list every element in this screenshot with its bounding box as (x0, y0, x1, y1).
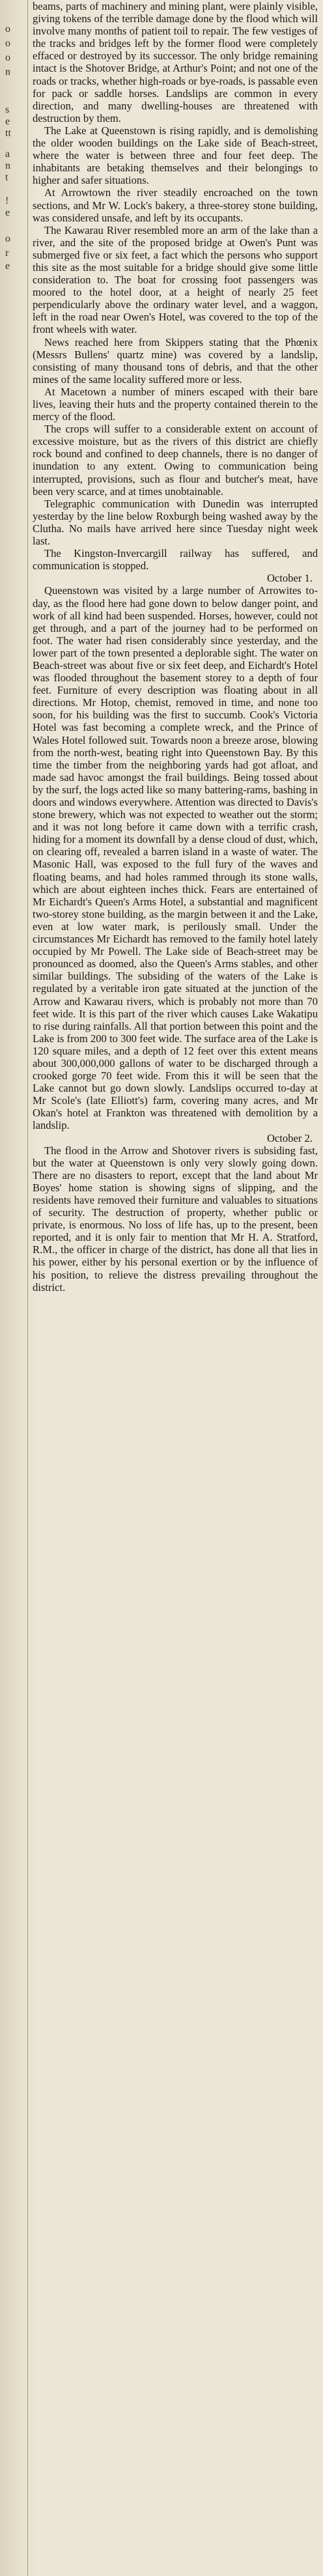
margin-letter: ! (5, 195, 9, 206)
margin-letter: s (5, 104, 10, 115)
article-paragraph: The crops will suffer to a considerable extent on account of excessive moisture, but as the rivers of this district are chiefly rock bound and confined to deep channels, there is no danger of inundation to any extent. Owing to communication being interrupted, provisions, such as flour and butcher's meat, have been very scarce, and at times unobtainable. (33, 423, 318, 498)
article-paragraph: The Kawarau River resembled more an arm of the lake than a river, and the site of the proposed bridge at Owen's Punt was submerged five or six feet, a fact which the persons who support this site as the most suitable for a bridge should give some little consideration to. The boat for crossing foot passengers was moored to the hotel door, at a height of nearly 25 feet perpendicularly above the ordinary water level, and a waggon, left in the road near Owen's Hotel, was covered to the top of the front wheels with water. (33, 223, 318, 336)
margin-letter: t (5, 172, 8, 183)
article-paragraph: At Arrowtown the river steadily encroached on the town sections, and Mr W. Lock's bakery, a three-storey stone building, was considered unsafe, and left by its occupants. (33, 186, 318, 224)
article-paragraph: News reached here from Skippers stating that the Phœnix (Messrs Bullens' quartz mine) was covered by a landslip, consisting of many thousand tons of debris, and that the other mines of the same locality suffered more or less. (33, 335, 318, 386)
article-paragraph: The Lake at Queenstown is rising rapidly, and is demolishing the older wooden buildings on the Lake side of Beach-street, where the water is between three and four feet deep. The inhabitants are betaking themselves and their belongings to higher and safer situations. (33, 124, 318, 187)
margin-letter: n (5, 160, 10, 171)
margin-letter: o (5, 233, 10, 244)
margin-letter: e (5, 207, 10, 218)
margin-letter: e (5, 116, 10, 127)
margin-letter: o (5, 23, 10, 35)
article-paragraph: Queenstown was visited by a large number of Arrowites to-day, as the flood here had gone down to below danger point, and work of all kind had been suspended. Horses, however, could not get through, and a part of the journey had to be performed on foot. The water had risen considerably since yesterday, and the lower part of the town presented a deplorable sight. The water on Beach-street was about five or six feet deep, and Eichardt's Hotel was flooded throughout the basement storey to a depth of four feet. Furniture of every description was floating about in all directions. Mr Hotop, chemist, removed in time, and none too soon, for his building was the first to succumb. Cook's Victoria Hotel was fast becoming a complete wreck, and the Prince of Wales Hotel followed suit. Towards noon a breeze arose, blowing from the north-west, beating right into Queenstown Bay. By this time the timber from the neighboring yards had got afloat, and made sad havoc amongst the frail buildings. Being tossed about by the surf, the logs acted like so many battering-rams, bashing in doors and windows everywhere. Attention was directed to Davis's stone brewery, which was not expected to weather out the storm; and it was not long before it came down with a terrific crash, hiding for a moment its downfall by a dense cloud of dust, which, on clearing off, revealed a barren island in a waste of water. The Masonic Hall, was exposed to the full fury of the waves and floating beams, and had holes rammed through its stone walls, which are about eighteen inches thick. Fears are entertained of Mr Eichardt's Queen's Arms Hotel, a substantial and magnificent two-storey stone building, as the margin between it and the Lake, even at low water mark, is perilously small. Under the circumstances Mr Eichardt has removed to the family hotel lately occupied by Mr Powell. The Lake side of Beach-street may be pronounced as doomed, also the Queen's Arms stables, and other similar buildings. The subsiding of the waters of the Lake is regulated by a veritable iron gate situated at the junction of the Arrow and Kawarau rivers, which is probably not more than 70 feet wide. It is this part of the river which causes Lake Wakatipu to rise during rainfalls. All that portion between this point and the Lake is from 200 to 300 feet wide. The surface area of the Lake is 120 square miles, and a depth of 12 feet over this extent means about 300,000,000 gallons of water to be discharged through a crooked gorge 70 feet wide. From this it will be seen that the Lake cannot but go down slowly. Landslips occurred to-day at Mr Scole's (late Elliott's) farm, covering many acres, and Mr Okan's hotel at Frankton was threatened with demolition by a landslip. (33, 584, 318, 1132)
margin-letter: tt (5, 128, 11, 139)
article-column (33, 0, 318, 1294)
margin-letter: o (5, 38, 10, 49)
dateline: October 1. (266, 572, 313, 585)
article-paragraph: beams, parts of machinery and mining plant, were plainly visible, giving tokens of the terrible damage done by the flood which will involve many months of patient toil to repair. The few vestiges of the tracks and bridges left by the former flood were completely effaced or destroyed by its successor. The only bridge remaining intact is the Shotover Bridge, at Arthur's Point; and not one of the roads or tracks, whether high-roads or bye-roads, is passable even for pack or saddle horses. Landslips are common in every direction, and many dwelling-houses are threatened with destruction by them. (33, 0, 318, 124)
article-paragraph: The flood in the Arrow and Shotover rivers is subsiding fast, but the water at Queenstown is only very slowly going down. There are no disasters to report, except that the land about Mr Boyes' home station is showing signs of slipping, and the residents have removed their furniture and valuables to situations of security. The destruction of property, whether public or private, is enormous. No loss of life has, up to the present, been reported, and it is only fair to mention that Mr H. A. Stratford, R.M., the officer in charge of the district, has done all that lies in his power, either by his personal exertion or by the influence of his position, to relieve the distress prevailing throughout the district. (33, 1144, 318, 1294)
article-paragraph: At Macetown a number of miners escaped with their bare lives, leaving their huts and the property contained therein to the mercy of the flood. (33, 385, 318, 423)
margin-letter: o (5, 52, 10, 63)
margin-letter: a (5, 149, 10, 160)
left-margin-column-fragment (0, 0, 27, 2576)
article-paragraph: The Kingston-Invercargill railway has suffered, and communication is stopped. (33, 547, 318, 573)
margin-letter: r (5, 248, 9, 259)
margin-letter: n (5, 66, 10, 78)
column-rule (27, 0, 28, 2576)
dateline: October 2. (266, 1131, 313, 1144)
article-paragraph: Telegraphic communication with Dunedin was interrupted yesterday by the line below Roxburgh being washed away by the Clutha. No mails have arrived here since Tuesday night week last. (33, 497, 318, 548)
margin-letter: e (5, 261, 10, 272)
